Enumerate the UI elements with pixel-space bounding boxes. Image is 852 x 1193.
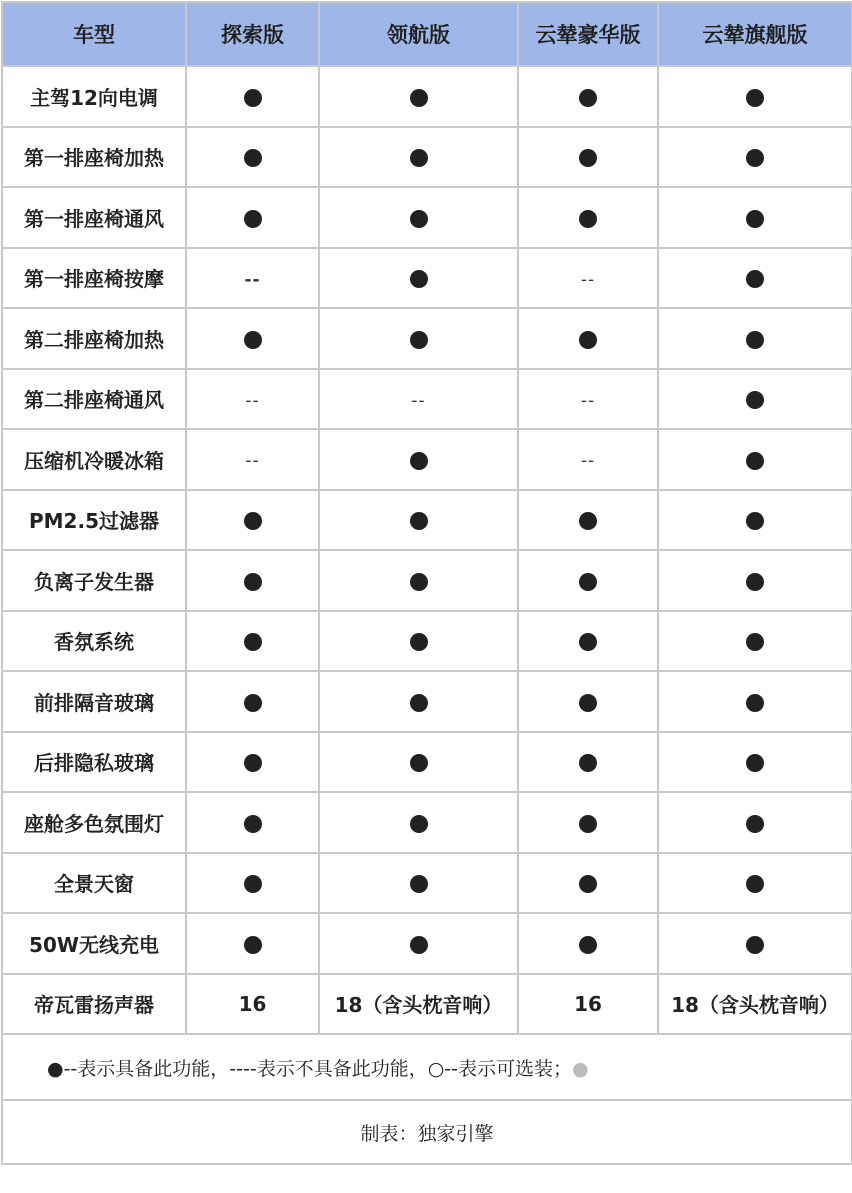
available-dot-icon — [244, 754, 262, 772]
table-row — [2, 248, 852, 309]
not-available-dash: -- — [244, 269, 261, 290]
available-dot-icon — [244, 936, 262, 954]
feature-value-trim-3 — [518, 792, 658, 853]
feature-value-trim-4 — [658, 369, 852, 430]
table-row — [2, 429, 852, 490]
not-available-dash: -- — [580, 269, 596, 290]
legend-text: ●--表示具备此功能，----表示不具备此功能，○--表示可选装； — [47, 1057, 573, 1080]
feature-value-trim-3 — [518, 187, 658, 248]
available-dot-icon — [244, 512, 262, 530]
available-dot-icon — [746, 391, 764, 409]
feature-name: 全景天窗 — [2, 853, 186, 914]
available-dot-icon — [244, 875, 262, 893]
feature-name: 座舱多色氛围灯 — [2, 792, 186, 853]
feature-value-trim-4 — [658, 429, 852, 490]
feature-name: 第二排座椅加热 — [2, 308, 186, 369]
feature-value-trim-3 — [518, 429, 658, 490]
feature-value-trim-2 — [319, 732, 518, 793]
table-row — [2, 974, 852, 1035]
feature-name: 主驾12向电调 — [2, 66, 186, 127]
available-dot-icon — [746, 452, 764, 470]
feature-value-trim-4 — [658, 127, 852, 188]
available-dot-icon — [579, 633, 597, 651]
feature-value-trim-3 — [518, 66, 658, 127]
feature-value-trim-3 — [518, 369, 658, 430]
table-row — [2, 671, 852, 732]
feature-value-trim-3: 16 — [518, 974, 658, 1035]
footer-row — [2, 1100, 852, 1164]
available-dot-icon — [579, 89, 597, 107]
available-dot-icon — [579, 936, 597, 954]
table-body — [2, 66, 852, 1034]
available-dot-icon — [746, 89, 764, 107]
available-dot-icon — [746, 875, 764, 893]
feature-value-trim-3 — [518, 308, 658, 369]
available-dot-icon — [410, 89, 428, 107]
feature-name: 后排隐私玻璃 — [2, 732, 186, 793]
legend-faded-tail: ● — [572, 1057, 589, 1080]
feature-value-trim-4 — [658, 187, 852, 248]
available-dot-icon — [244, 210, 262, 228]
feature-name: 第一排座椅通风 — [2, 187, 186, 248]
feature-name: PM2.5过滤器 — [2, 490, 186, 551]
not-available-dash: -- — [580, 390, 596, 411]
available-dot-icon — [244, 694, 262, 712]
not-available-dash: -- — [580, 451, 596, 472]
feature-value-trim-2 — [319, 671, 518, 732]
feature-value-trim-4 — [658, 671, 852, 732]
feature-value-trim-3 — [518, 550, 658, 611]
header-cell-trim-4: 云辇旗舰版 — [658, 2, 852, 66]
feature-value-trim-4 — [658, 853, 852, 914]
feature-value-trim-1 — [186, 187, 319, 248]
feature-value-trim-3 — [518, 671, 658, 732]
feature-name: 帝瓦雷扬声器 — [2, 974, 186, 1035]
table-row — [2, 853, 852, 914]
feature-value-trim-1 — [186, 671, 319, 732]
available-dot-icon — [579, 149, 597, 167]
feature-value-trim-4 — [658, 248, 852, 309]
feature-value-trim-1: 16 — [186, 974, 319, 1035]
not-available-dash: -- — [411, 390, 426, 411]
table-row — [2, 550, 852, 611]
legend-cell — [2, 1034, 852, 1100]
table-row — [2, 308, 852, 369]
feature-name: 第一排座椅按摩 — [2, 248, 186, 309]
available-dot-icon — [410, 331, 428, 349]
available-dot-icon — [746, 694, 764, 712]
feature-value-trim-4 — [658, 490, 852, 551]
feature-value-trim-1 — [186, 127, 319, 188]
feature-value-trim-2 — [319, 369, 518, 430]
feature-value-trim-1 — [186, 66, 319, 127]
available-dot-icon — [410, 149, 428, 167]
available-dot-icon — [746, 573, 764, 591]
feature-value-trim-1 — [186, 490, 319, 551]
available-dot-icon — [244, 815, 262, 833]
feature-value-trim-2 — [319, 66, 518, 127]
available-dot-icon — [244, 149, 262, 167]
feature-value-trim-4 — [658, 913, 852, 974]
feature-value-trim-4 — [658, 792, 852, 853]
spec-table — [1, 1, 852, 1165]
available-dot-icon — [579, 573, 597, 591]
available-dot-icon — [579, 331, 597, 349]
feature-value-trim-4 — [658, 732, 852, 793]
feature-value-trim-2 — [319, 611, 518, 672]
available-dot-icon — [746, 633, 764, 651]
feature-value-trim-1 — [186, 792, 319, 853]
available-dot-icon — [746, 270, 764, 288]
available-dot-icon — [410, 875, 428, 893]
available-dot-icon — [244, 573, 262, 591]
feature-value-trim-4: 18（含头枕音响） — [658, 974, 852, 1035]
feature-value-trim-2: 18（含头枕音响） — [319, 974, 518, 1035]
available-dot-icon — [746, 512, 764, 530]
feature-value-trim-1 — [186, 369, 319, 430]
available-dot-icon — [746, 149, 764, 167]
feature-value-trim-2 — [319, 127, 518, 188]
not-available-dash: -- — [245, 451, 260, 472]
available-dot-icon — [410, 754, 428, 772]
available-dot-icon — [244, 89, 262, 107]
table-row — [2, 611, 852, 672]
available-dot-icon — [410, 633, 428, 651]
available-dot-icon — [579, 694, 597, 712]
available-dot-icon — [410, 452, 428, 470]
table-row — [2, 732, 852, 793]
not-available-dash: -- — [245, 390, 260, 411]
feature-name: 第一排座椅加热 — [2, 127, 186, 188]
feature-value-trim-2 — [319, 248, 518, 309]
available-dot-icon — [410, 573, 428, 591]
table-row — [2, 187, 852, 248]
available-dot-icon — [579, 754, 597, 772]
table-row — [2, 127, 852, 188]
legend-row — [2, 1034, 852, 1100]
feature-name: 压缩机冷暖冰箱 — [2, 429, 186, 490]
feature-value-trim-2 — [319, 429, 518, 490]
available-dot-icon — [746, 331, 764, 349]
feature-value-trim-1 — [186, 308, 319, 369]
feature-value-trim-3 — [518, 913, 658, 974]
available-dot-icon — [746, 210, 764, 228]
feature-value-trim-2 — [319, 913, 518, 974]
feature-value-trim-2 — [319, 792, 518, 853]
feature-value-trim-2 — [319, 187, 518, 248]
feature-value-trim-4 — [658, 611, 852, 672]
table-row — [2, 913, 852, 974]
available-dot-icon — [244, 633, 262, 651]
table-row — [2, 490, 852, 551]
feature-value-trim-4 — [658, 308, 852, 369]
feature-value-trim-1 — [186, 913, 319, 974]
feature-value-trim-3 — [518, 732, 658, 793]
feature-value-trim-4 — [658, 550, 852, 611]
available-dot-icon — [746, 936, 764, 954]
available-dot-icon — [579, 875, 597, 893]
available-dot-icon — [244, 331, 262, 349]
feature-value-trim-1 — [186, 853, 319, 914]
header-cell-model: 车型 — [2, 2, 186, 66]
feature-value-trim-1 — [186, 732, 319, 793]
header-cell-trim-2: 领航版 — [319, 2, 518, 66]
available-dot-icon — [579, 815, 597, 833]
feature-name: 第二排座椅通风 — [2, 369, 186, 430]
available-dot-icon — [410, 210, 428, 228]
feature-value-trim-3 — [518, 248, 658, 309]
table-row — [2, 66, 852, 127]
available-dot-icon — [410, 512, 428, 530]
feature-name: 香氛系统 — [2, 611, 186, 672]
header-cell-trim-3: 云辇豪华版 — [518, 2, 658, 66]
feature-value-trim-1 — [186, 248, 319, 309]
feature-value-trim-1 — [186, 429, 319, 490]
available-dot-icon — [410, 815, 428, 833]
table-row — [2, 369, 852, 430]
feature-value-trim-3 — [518, 127, 658, 188]
feature-value-trim-2 — [319, 490, 518, 551]
footer-credit: 制表：独家引擎 — [2, 1100, 852, 1164]
available-dot-icon — [410, 936, 428, 954]
feature-name: 50W无线充电 — [2, 913, 186, 974]
available-dot-icon — [410, 270, 428, 288]
feature-value-trim-2 — [319, 853, 518, 914]
available-dot-icon — [579, 210, 597, 228]
header-row — [2, 2, 852, 66]
feature-name: 负离子发生器 — [2, 550, 186, 611]
available-dot-icon — [410, 694, 428, 712]
available-dot-icon — [746, 815, 764, 833]
feature-value-trim-3 — [518, 853, 658, 914]
feature-value-trim-4 — [658, 66, 852, 127]
available-dot-icon — [579, 512, 597, 530]
feature-value-trim-3 — [518, 490, 658, 551]
available-dot-icon — [746, 754, 764, 772]
feature-name: 前排隔音玻璃 — [2, 671, 186, 732]
table-row — [2, 792, 852, 853]
feature-value-trim-1 — [186, 550, 319, 611]
feature-value-trim-1 — [186, 611, 319, 672]
feature-value-trim-2 — [319, 308, 518, 369]
feature-value-trim-3 — [518, 611, 658, 672]
header-cell-trim-1: 探索版 — [186, 2, 319, 66]
feature-value-trim-2 — [319, 550, 518, 611]
